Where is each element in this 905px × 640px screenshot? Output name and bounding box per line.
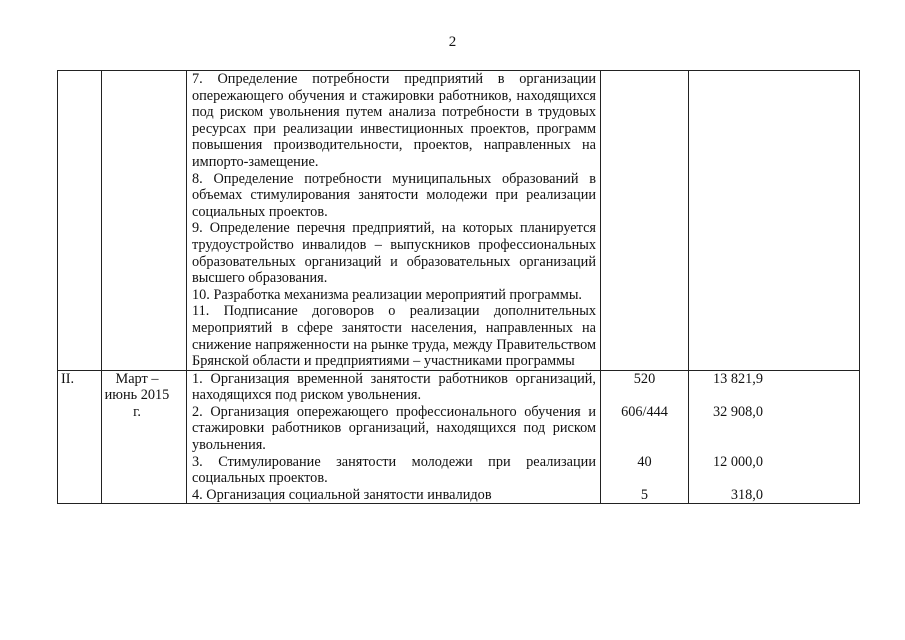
list-item: 2. Организация опережающего профессионального обучения и стажировки работников организаций, находящихся под риском увольнения. bbox=[192, 403, 596, 454]
list-item: 7. Определение потребности предприятий в организации опережающего обучения и стажировки работников, находящихся под риском увольнения путем анализа потребности в трудовых ресурсах при реализации инвестиционных проектов, программ повышения производительности, проектов, направленных на импорто-замещение. bbox=[192, 71, 596, 170]
sum-value: 12 000,0 bbox=[712, 453, 763, 470]
stage-period-cell bbox=[102, 370, 187, 504]
table-row-continued bbox=[58, 71, 860, 371]
stage-number-cell bbox=[58, 370, 102, 504]
list-item: 4. Организация социальной занятости инвалидов bbox=[192, 486, 492, 503]
list-item: 3. Стимулирование занятости молодежи при реализации социальных проектов. bbox=[192, 453, 596, 487]
stage-period: Март – июнь 2015 г. bbox=[104, 370, 170, 420]
list-item: 8. Определение потребности муниципальных образований в объемах стимулирования занятости молодежи при реализации социальных проектов. bbox=[192, 170, 596, 220]
sum-cell-empty bbox=[689, 71, 860, 371]
sum-value: 32 908,0 bbox=[712, 403, 763, 420]
stage-sum-cell bbox=[689, 370, 860, 504]
count-value: 606/444 bbox=[621, 403, 668, 420]
count-value: 40 bbox=[637, 453, 652, 470]
table-row-stage-two bbox=[58, 370, 860, 504]
list-item: 11. Подписание договоров о реализации дополнительных мероприятий в сфере занятости населения, направленных на снижение напряженности на рынке труда, между Правительством Брянской области и предприятиями – участниками программы bbox=[192, 303, 596, 370]
stage-number: II. bbox=[61, 370, 75, 387]
sum-value: 13 821,9 bbox=[712, 370, 763, 387]
list-item: 1. Организация временной занятости работников организаций, находящихся под риском увольнения. bbox=[192, 370, 596, 404]
stage-activities-cell bbox=[187, 370, 601, 504]
sum-value: 318,0 bbox=[730, 486, 763, 503]
activities-cell bbox=[187, 71, 601, 371]
stage-count-cell bbox=[601, 370, 689, 504]
period-cell-empty bbox=[102, 71, 187, 371]
list-item: 10. Разработка механизма реализации мероприятий программы. bbox=[192, 286, 583, 303]
page-number: 2 bbox=[448, 34, 457, 50]
count-value: 5 bbox=[640, 486, 649, 503]
count-value: 520 bbox=[633, 370, 656, 387]
list-item: 9. Определение перечня предприятий, на которых планируется трудоустройство инвалидов – выпускников профессиональных образовательных организаций и образовательных организаций высшего образования. bbox=[192, 220, 596, 287]
number-cell-empty bbox=[58, 71, 102, 371]
activities-table bbox=[57, 70, 860, 504]
count-cell-empty bbox=[601, 71, 689, 371]
